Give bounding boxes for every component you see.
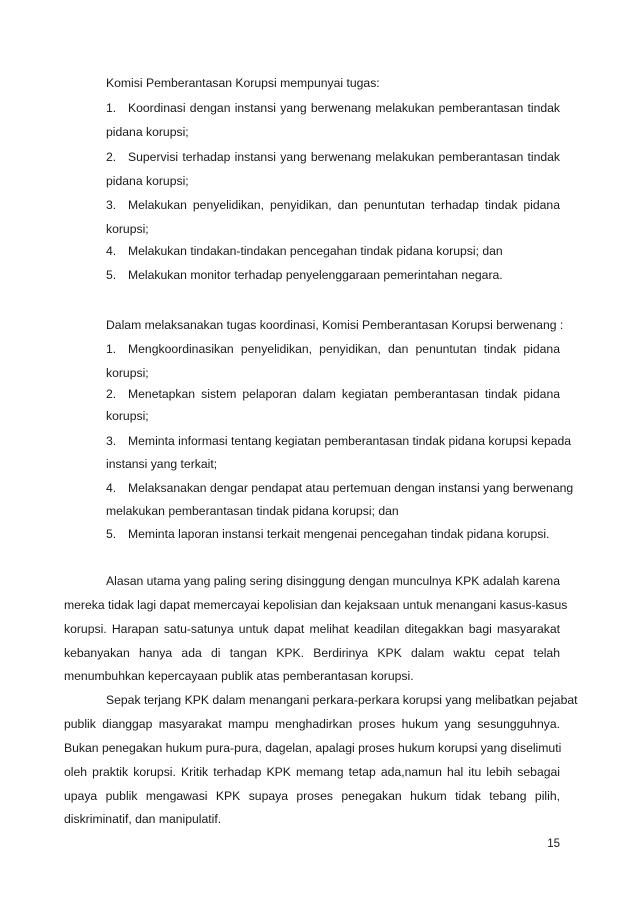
section1-item-4-line1: Melakukan tindakan-tindakan pencegahan tindak pidana korupsi; dan [128,244,503,258]
section2-item-4-line1: Melaksanakan dengar pendapat atau pertemuan dengan instansi yang berwenang [128,481,574,495]
paragraph1-line-5: menumbuhkan kepercayaan publik atas pemberantasan korupsi. [64,669,414,683]
section1-item-5-line1: Melakukan monitor terhadap penyelenggaraan pemerintahan negara. [128,268,503,282]
section2-item-3-number: 3. [106,434,117,448]
section2-item-2-line2: korupsi; [106,409,149,423]
section2-item-1-number: 1. [106,342,117,356]
section1-item-2-number: 2. [106,150,117,164]
section2-item-4-line2: melakukan pemberantasan tindak pidana korupsi; dan [106,504,399,518]
section1-intro: Komisi Pemberantasan Korupsi mempunyai tugas: [106,76,380,90]
section2-item-1-line1: Mengkoordinasikan penyelidikan, penyidikan, dan penuntutan tindak pidana [128,342,560,356]
section2-item-5-line1: Meminta laporan instansi terkait mengenai pencegahan tindak pidana korupsi. [128,527,550,541]
paragraph1-line-4: kebanyakan hanya ada di tangan KPK. Berdirinya KPK dalam waktu cepat telah [64,646,560,660]
section1-item-1-line1: Koordinasi dengan instansi yang berwenang melakukan pemberantasan tindak [128,101,560,115]
section1-item-3-line2: korupsi; [106,222,149,236]
section2-item-5-number: 5. [106,527,117,541]
section1-item-5-number: 5. [106,268,117,282]
paragraph2-line-4: oleh praktik korupsi. Kritik terhadap KPK memang tetap ada,namun hal itu lebih sebagai [64,765,560,779]
section1-item-1-line2: pidana korupsi; [106,125,189,139]
section1-item-3-line1: Melakukan penyelidikan, penyidikan, dan penuntutan terhadap tindak pidana [128,198,560,212]
section1-item-2-line1: Supervisi terhadap instansi yang berwenang melakukan pemberantasan tindak [128,150,560,164]
section2-item-3-line1: Meminta informasi tentang kegiatan pemberantasan tindak pidana korupsi kepada [128,434,572,448]
section1-item-2-line2: pidana korupsi; [106,174,189,188]
paragraph1-line-2: mereka tidak lagi dapat memercayai kepolisian dan kejaksaan untuk menangani kasus-kasus [64,598,568,612]
section2-item-2-number: 2. [106,387,117,401]
page-number: 15 [547,838,560,850]
paragraph1-line-1: Alasan utama yang paling sering disinggung dengan munculnya KPK adalah karena [106,574,560,588]
paragraph2-line-3: Bukan penegakan hukum pura-pura, dagelan, apalagi proses hukum korupsi yang diselimuti [64,741,562,755]
paragraph1-line-3: korupsi. Harapan satu-satunya untuk dapat melihat keadilan ditegakkan bagi masyarakat [64,622,560,636]
section2-item-1-line2: korupsi; [106,366,149,380]
section1-item-1-number: 1. [106,101,117,115]
section2-intro: Dalam melaksanakan tugas koordinasi, Komisi Pemberantasan Korupsi berwenang : [106,318,564,332]
paragraph2-line-5: upaya publik mengawasi KPK supaya proses penegakan hukum tidak tebang pilih, [64,789,560,803]
section2-item-3-line2: instansi yang terkait; [106,457,218,471]
section1-item-4-number: 4. [106,244,117,258]
paragraph2-line-2: publik dianggap masyarakat mampu menghadirkan proses hukum yang sesungguhnya. [64,717,560,731]
section2-item-4-number: 4. [106,481,117,495]
section2-item-2-line1: Menetapkan sistem pelaporan dalam kegiatan pemberantasan tindak pidana [128,387,560,401]
paragraph2-line-1: Sepak terjang KPK dalam menangani perkara-perkara korupsi yang melibatkan pejabat [106,693,578,707]
paragraph2-line-6: diskriminatif, dan manipulatif. [64,812,222,826]
section1-item-3-number: 3. [106,198,117,212]
